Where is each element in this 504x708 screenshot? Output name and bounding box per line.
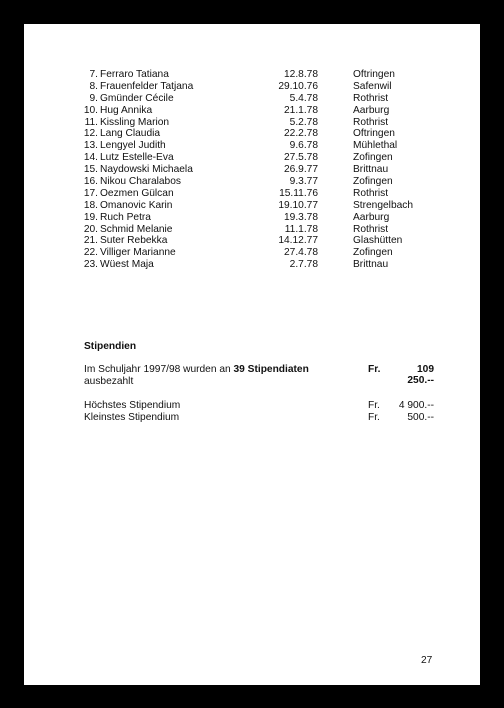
max-stipend-amount: 4 900.-- <box>398 400 434 411</box>
birth-date: 22.2.78 <box>284 128 318 140</box>
hometown: Aarburg <box>353 104 390 116</box>
max-stipend-currency: Fr. <box>368 400 380 411</box>
hometown: Strengelbach <box>353 199 414 211</box>
hometown: Zofingen <box>353 247 393 259</box>
list-item <box>84 235 444 247</box>
student-number: 21. <box>83 235 98 247</box>
birth-date: 5.2.78 <box>289 116 318 128</box>
list-item <box>84 105 444 117</box>
total-amount: 109 250.-- <box>407 364 434 386</box>
student-number: 17. <box>83 187 98 199</box>
student-number: 10. <box>83 104 98 116</box>
hometown: Rothrist <box>353 92 389 104</box>
birth-date: 27.4.78 <box>284 247 318 259</box>
hometown: Aarburg <box>353 211 390 223</box>
student-number: 12. <box>83 128 98 140</box>
student-number: 19. <box>83 211 98 223</box>
birth-date: 27.5.78 <box>284 152 318 164</box>
hometown: Brittnau <box>353 164 389 176</box>
min-stipend-amount: 500.-- <box>407 412 434 423</box>
list-item <box>84 93 444 105</box>
student-number: 18. <box>83 199 98 211</box>
list-item <box>84 128 444 140</box>
student-name: Schmid Melanie <box>100 223 173 235</box>
hometown: Oftringen <box>353 69 395 80</box>
student-name: Hug Annika <box>100 104 153 116</box>
paragraph-prefix: Im Schuljahr 1997/98 wurden an <box>84 364 234 375</box>
birth-date: 19.3.78 <box>284 211 318 223</box>
student-name: Lang Claudia <box>100 128 161 140</box>
min-stipend-label: Kleinstes Stipendium <box>84 412 180 423</box>
student-number: 9. <box>89 92 98 104</box>
student-number: 16. <box>83 176 98 188</box>
total-currency: Fr. <box>368 364 381 375</box>
list-item <box>84 176 444 188</box>
student-name: Villiger Marianne <box>100 247 176 259</box>
student-name: Naydowski Michaela <box>100 164 193 176</box>
list-item <box>84 117 444 129</box>
list-item <box>84 69 444 81</box>
student-name: Nikou Charalabos <box>100 176 181 188</box>
list-item <box>84 164 444 176</box>
student-number: 11. <box>84 116 98 128</box>
student-number: 22. <box>83 247 98 259</box>
student-number: 7. <box>89 69 98 80</box>
birth-date: 5.4.78 <box>289 92 318 104</box>
hometown: Rothrist <box>353 116 389 128</box>
birth-date: 2.7.78 <box>289 259 318 271</box>
list-item <box>84 140 444 152</box>
hometown: Brittnau <box>353 259 389 271</box>
stipendien-paragraph <box>84 364 314 388</box>
list-item <box>84 200 444 212</box>
student-name: Ferraro Tatiana <box>100 69 169 80</box>
birth-date: 14.12.77 <box>278 235 318 247</box>
page-number: 27 <box>421 655 433 666</box>
hometown: Rothrist <box>353 223 389 235</box>
student-number: 14. <box>83 152 98 164</box>
list-item <box>84 212 444 224</box>
max-stipend-label: Höchstes Stipendium <box>84 400 181 411</box>
hometown: Rothrist <box>353 187 389 199</box>
student-name: Kissling Marion <box>100 116 170 128</box>
birth-date: 9.6.78 <box>289 140 318 152</box>
min-stipend-currency: Fr. <box>368 412 380 423</box>
hometown: Zofingen <box>353 176 393 188</box>
birth-date: 29.10.76 <box>278 80 318 92</box>
list-item <box>84 188 444 200</box>
document-page <box>24 24 480 685</box>
student-number: 8. <box>89 80 98 92</box>
list-item <box>84 152 444 164</box>
birth-date: 15.11.76 <box>279 187 318 199</box>
hometown: Safenwil <box>353 80 392 92</box>
hometown: Mühlethal <box>353 140 398 152</box>
student-number: 20. <box>83 223 98 235</box>
list-item <box>84 247 444 259</box>
stipendien-heading: Stipendien <box>84 341 137 352</box>
paragraph-suffix: ausbezahlt <box>84 376 134 387</box>
birth-date: 19.10.77 <box>278 199 318 211</box>
student-name: Lengyel Judith <box>100 140 166 152</box>
birth-date: 21.1.78 <box>284 104 318 116</box>
list-item <box>84 259 444 271</box>
list-item <box>84 224 444 236</box>
student-name: Suter Rebekka <box>100 235 168 247</box>
student-name: Ruch Petra <box>100 211 151 223</box>
birth-date: 12.8.78 <box>284 69 318 80</box>
student-number: 15. <box>83 164 98 176</box>
paragraph-bold: 39 Stipendiaten <box>233 364 309 375</box>
student-name: Oezmen Gülcan <box>100 187 174 199</box>
student-name: Wüest Maja <box>100 259 154 271</box>
birth-date: 11.1.78 <box>284 223 318 235</box>
student-name: Omanovic Karin <box>100 199 173 211</box>
student-name: Lutz Estelle-Eva <box>100 152 174 164</box>
hometown: Glashütten <box>353 235 403 247</box>
hometown: Oftringen <box>353 128 395 140</box>
student-list <box>84 69 444 271</box>
list-item <box>84 81 444 93</box>
student-name: Frauenfelder Tatjana <box>100 80 194 92</box>
birth-date: 9.3.77 <box>289 176 318 188</box>
student-number: 13. <box>83 140 98 152</box>
birth-date: 26.9.77 <box>284 164 318 176</box>
hometown: Zofingen <box>353 152 393 164</box>
student-name: Gmünder Cécile <box>100 92 174 104</box>
student-number: 23. <box>83 259 98 271</box>
